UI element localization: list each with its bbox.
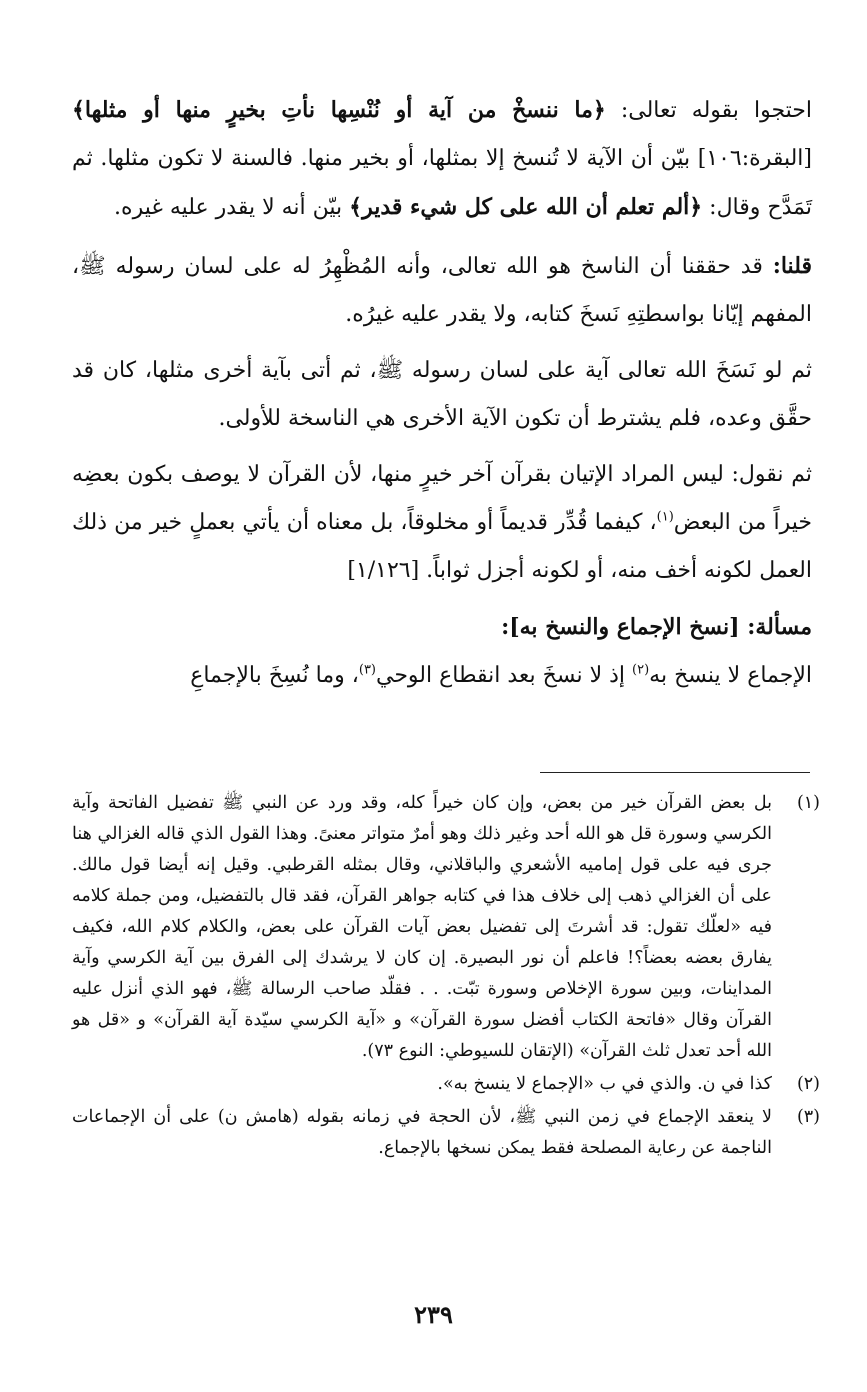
p4-part2: ، كيفما قُدِّر قديماً أو مخلوقاً، بل معناه أن يأتي بعملٍ خير من ذلك العمل لكونه أخف منه، أو لكونه أجزل ثواباً. [١/١٢٦] bbox=[72, 510, 812, 583]
footnote-number: (١) bbox=[796, 793, 820, 813]
issue-title: [نسخ الإجماع والنسخ به]: bbox=[501, 614, 748, 640]
p2-text: قد حققنا أن الناسخ هو الله تعالى، وأنه المُظْهِرُ له على لسان رسوله ﷺ، المفهم إيّانا بواسطتِهِ نَسخَ كتابه، ولا يقدر عليه غيرُه. bbox=[72, 254, 812, 327]
footnote-3 bbox=[72, 1102, 820, 1164]
issue-label: مسألة: bbox=[747, 614, 812, 640]
p5-part3: ، وما نُسِخَ بالإجماعِ bbox=[190, 663, 359, 688]
paragraph-5 bbox=[72, 652, 812, 700]
p5-part1: الإجماع لا ينسخ به bbox=[649, 663, 812, 688]
p3-text: ثم لو نَسَخَ الله تعالى آية على لسان رسوله ﷺ، ثم أتى بآية أخرى مثلها، كان قد حقَّق وعده، فلم يشترط أن تكون الآية الأخرى هي الناسخة للأولى. bbox=[72, 358, 812, 431]
quran-quote-1: ﴿ما ننسخْ من آية أو نُنْسِها نأتِ بخيرٍ منها أو مثلها﴾ bbox=[72, 97, 606, 123]
footnote-ref-3[interactable]: (٣) bbox=[358, 662, 376, 678]
paragraph-1 bbox=[72, 86, 812, 232]
page-number: ٢٣٩ bbox=[414, 1300, 453, 1329]
footnote-1 bbox=[72, 788, 820, 1067]
footnote-text: لا ينعقد الإجماع في زمن النبي ﷺ، لأن الحجة في زمانه بقوله (هامش ن) على أن الإجماعات الناجمة عن رعاية المصلحة فقط يمكن نسخها بالإجماع. bbox=[72, 1107, 772, 1158]
p1-end: بيّن أنه لا يقدر عليه غيره. bbox=[114, 195, 350, 220]
issue-heading bbox=[72, 603, 812, 652]
paragraph-3 bbox=[72, 347, 812, 443]
footnotes-block bbox=[72, 788, 820, 1166]
footnote-text: بل بعض القرآن خير من بعض، وإن كان خيراً كله، وقد ورد عن النبي ﷺ تفضيل الفاتحة وآية الكرسي وسورة قل هو الله أحد وغير ذلك وهو أمرٌ متواتر معنىً. وهذا القول الذي قاله الغزالي هنا جرى فيه على قول إماميه الأشعري والباقلاني، وقال بمثله القرطبي. وقيل إنه أيضا قول مالك. على أن الغزالي ذهب إلى خلاف هذا في كتابه جواهر القرآن، فقد قال بالتفضيل، ومن جملة كلامه فيه «لعلّك تقول: قد أشرتَ إلى تفضيل بعض آيات القرآن على بعض، والكلام كلام الله، فكيف يفارق بعضه بعضاً؟! فاعلم أن نور البصيرة. إن كان لا يرشدك إلى الفرق بين آية الكرسي وآية المداينات، وبين سورة الإخلاص وسورة تبّت. . . فقلّد صاحب الرسالة ﷺ، فهو الذي أنزل عليه القرآن وقال «فاتحة الكتاب أفضل سورة القرآن» و «آية الكرسي سيّدة آية القرآن» و «قل هو الله أحد تعدل ثلث القرآن» (الإتقان للسيوطي: النوع ٧٣). bbox=[72, 793, 772, 1061]
p5-part2: إذ لا نسخَ بعد انقطاع الوحي bbox=[376, 663, 633, 688]
footnote-text: كذا في ن. والذي في ب «الإجماع لا ينسخ به». bbox=[437, 1074, 772, 1094]
footnote-divider bbox=[540, 772, 810, 773]
footnote-ref-2[interactable]: (٢) bbox=[632, 662, 650, 678]
p4-part1: ثم نقول: ليس المراد الإتيان بقرآن آخر خيرٍ منها، لأن القرآن لا يوصف بكون بعضِه خيراً من البعض bbox=[72, 462, 812, 535]
p1-rest: [البقرة:١٠٦] بيّن أن الآية لا تُنسخ إلا بمثلها، أو بخير منها. فالسنة لا تكون مثلها. ثم تَمَدَّح وقال: bbox=[72, 146, 812, 220]
paragraph-2 bbox=[72, 242, 812, 339]
footnote-number: (٣) bbox=[796, 1107, 820, 1127]
footnote-ref-1[interactable]: (١) bbox=[656, 509, 674, 525]
p1-intro: احتجوا بقوله تعالى: bbox=[605, 98, 812, 123]
paragraph-4 bbox=[72, 451, 812, 595]
main-text-block bbox=[72, 86, 812, 708]
reply-label: قلنا: bbox=[772, 253, 812, 279]
quran-quote-2: ﴿ألم تعلم أن الله على كل شيء قدير﴾ bbox=[349, 194, 703, 220]
footnote-2 bbox=[72, 1069, 820, 1100]
footnote-number: (٢) bbox=[796, 1074, 820, 1094]
